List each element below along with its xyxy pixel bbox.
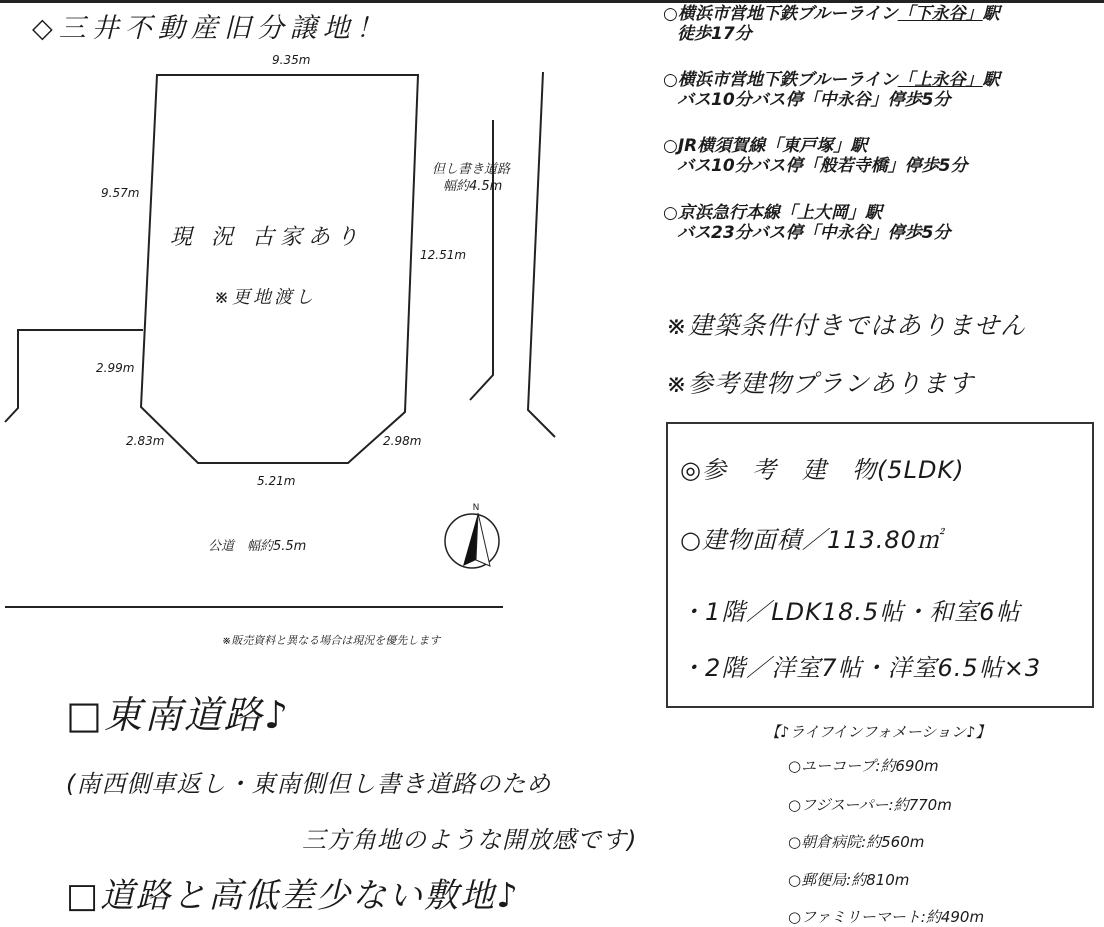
page-title: ◇三井不動産旧分譲地！	[32, 13, 389, 44]
life-info-item: ○朝倉病院:約560m	[788, 833, 925, 851]
no-building-condition-note: ※建築条件付きではありません	[666, 311, 1026, 340]
feature-headline-level-difference: □道路と高低差少ない敷地♪	[66, 876, 520, 916]
existing-house-label: 現 況 古家あり	[170, 225, 364, 250]
reference-building-box	[666, 422, 1094, 708]
access-item-2: ○横浜市営地下鉄ブルーライン「上永谷」駅 バス10分バス停「中永谷」停歩5分	[663, 70, 1000, 110]
life-info-item: ○ファミリーマート:約490m	[788, 908, 985, 926]
site-plan	[0, 0, 560, 620]
access-item-4: ○京浜急行本線「上大岡」駅 バス23分バス停「中永谷」停歩5分	[663, 203, 951, 243]
life-info-title: 【♪ライフインフォメーション♪】	[765, 723, 991, 741]
compass-label: N	[472, 503, 480, 513]
life-info-item: ○ユーコープ:約690m	[788, 757, 939, 775]
dim-corner-bottom-left: 2.83m	[126, 434, 165, 448]
building-area: ○建物面積／113.80㎡	[680, 526, 942, 554]
floor2-layout: ・2階／洋室7帖・洋室6.5帖×3	[680, 654, 1042, 682]
feature-sub-line-1: (南西側車返し・東南側但し書き道路のため	[66, 770, 552, 798]
access-item-1: ○横浜市営地下鉄ブルーライン「下永谷」駅 徒歩17分	[663, 4, 1000, 44]
private-road-label: 但し書き道路	[432, 162, 511, 177]
vacant-delivery-label: ※更地渡し	[214, 287, 317, 308]
public-road-label: 公道 幅約5.5m	[208, 539, 307, 554]
dim-left-lower: 2.99m	[96, 361, 135, 375]
life-info-item: ○フジスーパー:約770m	[788, 796, 952, 814]
disclaimer: ※販売資料と異なる場合は現況を優先します	[222, 634, 441, 647]
reference-plan-note: ※参考建物プランあります	[666, 369, 974, 398]
feature-headline-southeast-road: □東南道路♪	[66, 693, 291, 737]
dim-left-upper: 9.57m	[101, 186, 140, 200]
lot-outline	[141, 75, 418, 463]
reference-building-heading: ◎参 考 建 物(5LDK)	[680, 456, 965, 484]
access-item-3: ○JR横須賀線「東戸塚」駅 バス10分バス停「般若寺橋」停歩5分	[663, 136, 968, 176]
feature-sub-line-2: 三方角地のような開放感です)	[302, 826, 638, 854]
private-road-line-right	[528, 72, 555, 437]
private-road-width: 幅約4.5m	[443, 179, 503, 194]
life-info-item: ○郵便局:約810m	[788, 871, 910, 889]
floor1-layout: ・1階／LDK18.5帖・和室6帖	[680, 598, 1021, 626]
dim-top: 9.35m	[272, 53, 311, 67]
neighbor-boundary	[5, 330, 143, 422]
dim-corner-bottom-right: 2.98m	[383, 434, 422, 448]
dim-bottom: 5.21m	[257, 474, 296, 488]
dim-right: 12.51m	[420, 248, 467, 262]
compass-icon	[445, 503, 499, 568]
